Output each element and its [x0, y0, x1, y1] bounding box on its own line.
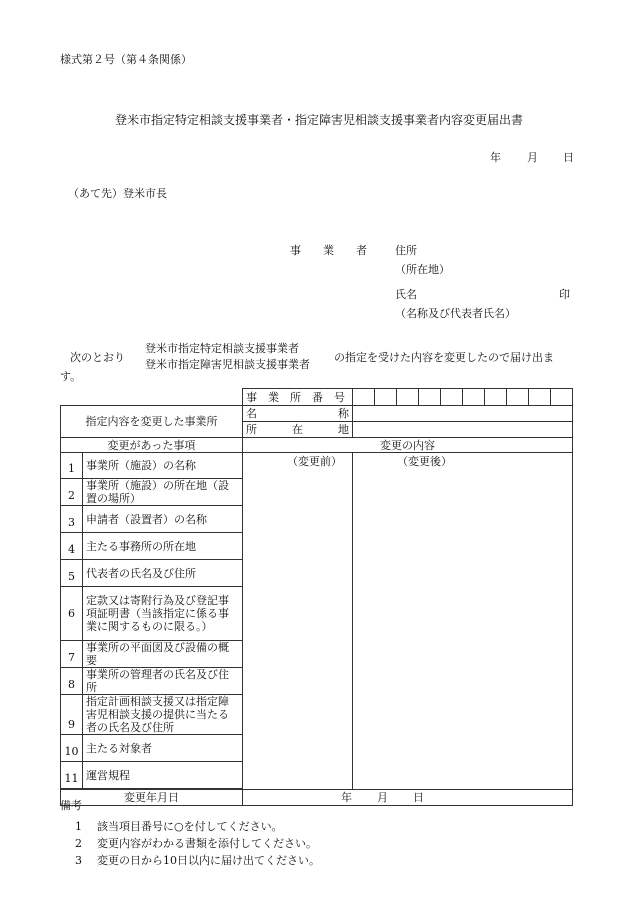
facility-number-boxes[interactable]	[353, 389, 573, 406]
item-number[interactable]: 5	[61, 560, 83, 587]
change-date-label: 変更年月日	[61, 790, 243, 806]
intro-tail: の指定を受けた内容を変更したので届け出ま	[334, 351, 554, 364]
item-number[interactable]: 10	[61, 735, 83, 762]
seal-mark: 印	[559, 288, 570, 301]
item-text: 事業所の管理者の氏名及び住所	[83, 668, 243, 695]
item-number[interactable]: 9	[61, 695, 83, 735]
item-text: 事業所（施設）の名称	[83, 453, 243, 479]
address-sub-label: （所在地）	[395, 263, 450, 276]
item-number[interactable]: 4	[61, 533, 83, 560]
date-month: 月	[527, 151, 538, 164]
date-day: 日	[563, 151, 574, 164]
applicant-label: 事 業 者	[290, 244, 367, 257]
item-text: 代表者の氏名及び住所	[83, 560, 243, 587]
notes-heading: 備考	[60, 799, 82, 812]
item-text: 事業所（施設）の所在地（設置の場所）	[83, 479, 243, 506]
name-sub-label: （名称及び代表者氏名）	[395, 307, 516, 320]
facility-name-label: 名 称	[243, 406, 353, 422]
facility-address-field[interactable]	[353, 422, 573, 438]
addressee: （あて先）登米市長	[68, 187, 167, 200]
intro-lead: 次のとおり	[70, 351, 125, 364]
item-text: 主たる対象者	[83, 735, 243, 762]
document-title: 登米市指定特定相談支援事業者・指定障害児相談支援事業者内容変更届出書	[115, 113, 524, 127]
change-date-day: 日	[413, 791, 424, 804]
item-number[interactable]: 1	[61, 453, 83, 479]
change-date-year: 年	[341, 791, 352, 804]
intro-option-1: 登米市指定特定相談支援事業者	[145, 342, 299, 355]
item-number[interactable]: 8	[61, 668, 83, 695]
form-number: 様式第２号（第４条関係）	[60, 53, 192, 66]
item-text: 運営規程	[83, 762, 243, 789]
notes-list	[75, 818, 320, 869]
item-number[interactable]: 2	[61, 479, 83, 506]
items-column-header: 変更があった事項	[61, 438, 243, 453]
note-item: 2 変更内容がわかる書類を添付してください。	[75, 837, 317, 850]
facility-number-label: 事 業 所 番 号	[243, 389, 353, 406]
facility-name-field[interactable]	[353, 406, 573, 422]
item-number[interactable]: 3	[61, 506, 83, 533]
note-item: 1 該当項目番号に○を付してください。	[75, 820, 283, 833]
date-year: 年	[490, 151, 501, 164]
before-label: （変更前）	[287, 455, 342, 468]
item-text: 主たる事務所の所在地	[83, 533, 243, 560]
content-column-header: 変更の内容	[243, 438, 573, 453]
intro-tail-2: す。	[60, 370, 82, 383]
item-text: 申請者（設置者）の名称	[83, 506, 243, 533]
before-change-cell[interactable]	[243, 453, 353, 790]
item-number[interactable]: 11	[61, 762, 83, 789]
facility-header: 指定内容を変更した事業所	[61, 406, 243, 438]
item-text: 指定計画相談支援又は指定障害児相談支援の提供に当たる者の氏名及び住所	[83, 695, 243, 735]
facility-address-label: 所 在 地	[243, 422, 353, 438]
change-form-table	[60, 388, 573, 806]
item-number[interactable]: 7	[61, 641, 83, 668]
item-number[interactable]: 6	[61, 587, 83, 641]
item-text: 定款又は寄附行為及び登記事項証明書（当該指定に係る事業に関するものに限る。）	[83, 587, 243, 641]
after-change-cell[interactable]	[353, 453, 573, 790]
item-text: 事業所の平面図及び設備の概要	[83, 641, 243, 668]
name-label: 氏名	[395, 288, 417, 301]
change-date-month: 月	[377, 791, 388, 804]
note-item: 3 変更の日から10日以内に届け出てください。	[75, 854, 320, 867]
intro-option-2: 登米市指定障害児相談支援事業者	[145, 358, 310, 371]
after-label: （変更後）	[397, 455, 452, 468]
change-date-field[interactable]	[243, 790, 573, 806]
address-label: 住所	[395, 244, 417, 257]
